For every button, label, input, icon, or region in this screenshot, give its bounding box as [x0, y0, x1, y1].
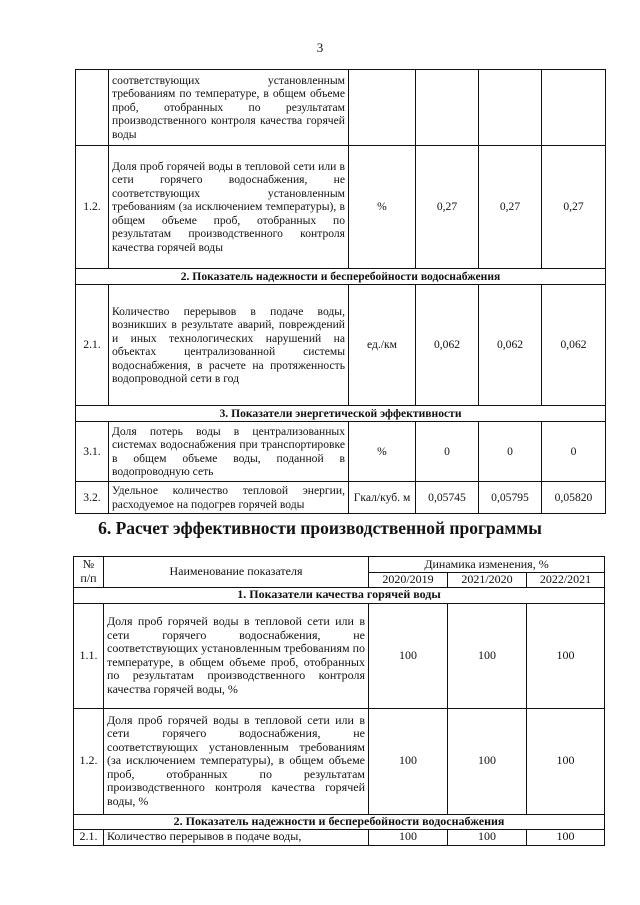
table-row: [76, 422, 606, 482]
header-dynamics: Динамика изменения, %: [369, 557, 605, 573]
row-number: 3.2.: [76, 482, 109, 514]
header-year: 2022/2021: [527, 573, 605, 588]
indicator-name: соответствующих установленным требованиям по температуре, в общем объеме проб, отобранных по результатам производственного контроля качества горячей воды: [109, 70, 349, 146]
value-cell: 0,27: [542, 146, 606, 269]
section-heading: 6. Расчет эффективности производственной программы: [98, 518, 542, 538]
row-number: 1.2.: [74, 708, 104, 814]
value-cell: 0: [542, 422, 606, 482]
table-row: [74, 829, 605, 845]
section-title: 2. Показатель надежности и бесперебойности водоснабжения: [74, 814, 605, 829]
unit-cell: Гкал/куб. м: [349, 482, 416, 514]
efficiency-table: [73, 556, 605, 846]
unit-cell: [349, 70, 416, 146]
value-cell: 100: [369, 829, 448, 845]
indicators-table: [75, 69, 606, 514]
value-cell: 100: [448, 708, 527, 814]
table-row: [76, 70, 606, 146]
row-number: 1.2.: [76, 146, 109, 269]
value-cell: [416, 70, 479, 146]
header-indicator-name: Наименование показателя: [104, 557, 369, 588]
value-cell: [542, 70, 606, 146]
table-row: [74, 708, 605, 814]
value-cell: 0: [479, 422, 542, 482]
indicator-name: Удельное количество тепловой энергии, расходуемое на подогрев горячей воды: [109, 482, 349, 514]
table-row: [76, 285, 606, 406]
value-cell: 100: [369, 603, 448, 708]
unit-cell: ед./км: [349, 285, 416, 406]
section-title: 3. Показатели энергетической эффективности: [76, 406, 606, 422]
header-number: № п/п: [74, 557, 104, 588]
unit-cell: %: [349, 146, 416, 269]
indicator-name: Доля потерь воды в централизованных системах водоснабжения при транспортировке в общем объеме воды, поданной в водопроводную сеть: [109, 422, 349, 482]
value-cell: [479, 70, 542, 146]
row-number: 3.1.: [76, 422, 109, 482]
section-title: 1. Показатели качества горячей воды: [74, 587, 605, 603]
value-cell: 100: [369, 708, 448, 814]
row-number: 2.1.: [76, 285, 109, 406]
value-cell: 0,27: [416, 146, 479, 269]
value-cell: 0,062: [479, 285, 542, 406]
value-cell: 0,062: [542, 285, 606, 406]
unit-cell: %: [349, 422, 416, 482]
table-row: [74, 603, 605, 708]
indicator-name: Количество перерывов в подаче воды,: [104, 829, 369, 845]
indicator-name: Доля проб горячей воды в тепловой сети или в сети горячего водоснабжения, не соответствующих установленным требованиям по температуре, в общем объеме проб, отобранных по результатам производственного контроля качества горячей воды, %: [104, 603, 369, 708]
row-number: [76, 70, 109, 146]
indicator-name: Доля проб горячей воды в тепловой сети или в сети горячего водоснабжения, не соответствующих установленным требованиям (за исключением температуры), в общем объеме проб, отобранных по результатам производственного контроля качества горячей воды, %: [104, 708, 369, 814]
header-row: [74, 557, 605, 573]
value-cell: 0,05795: [479, 482, 542, 514]
value-cell: 0,062: [416, 285, 479, 406]
value-cell: 0,05820: [542, 482, 606, 514]
value-cell: 100: [527, 708, 605, 814]
value-cell: 0: [416, 422, 479, 482]
indicator-name: Количество перерывов в подаче воды, возникших в результате аварий, повреждений и иных технологических нарушений на объектах централизованной системы водоснабжения, в расчете на протяженность водопроводной сети в год: [109, 285, 349, 406]
section-header: [74, 587, 605, 603]
value-cell: 100: [527, 603, 605, 708]
row-number: 1.1.: [74, 603, 104, 708]
table-row: [76, 146, 606, 269]
value-cell: 0,05745: [416, 482, 479, 514]
value-cell: 0,27: [479, 146, 542, 269]
section-header: [76, 406, 606, 422]
value-cell: 100: [527, 829, 605, 845]
header-year: 2020/2019: [369, 573, 448, 588]
section-title: 2. Показатель надежности и бесперебойности водоснабжения: [76, 269, 606, 285]
section-header: [74, 814, 605, 829]
value-cell: 100: [448, 603, 527, 708]
value-cell: 100: [448, 829, 527, 845]
header-year: 2021/2020: [448, 573, 527, 588]
page-number: 3: [316, 40, 324, 55]
row-number: 2.1.: [74, 829, 104, 845]
table-row: [76, 482, 606, 514]
section-header: [76, 269, 606, 285]
indicator-name: Доля проб горячей воды в тепловой сети или в сети горячего водоснабжения, не соответствующих установленным требованиям (за исключением температуры), в общем объеме проб, отобранных по результатам производственного контроля качества горячей воды: [109, 146, 349, 269]
